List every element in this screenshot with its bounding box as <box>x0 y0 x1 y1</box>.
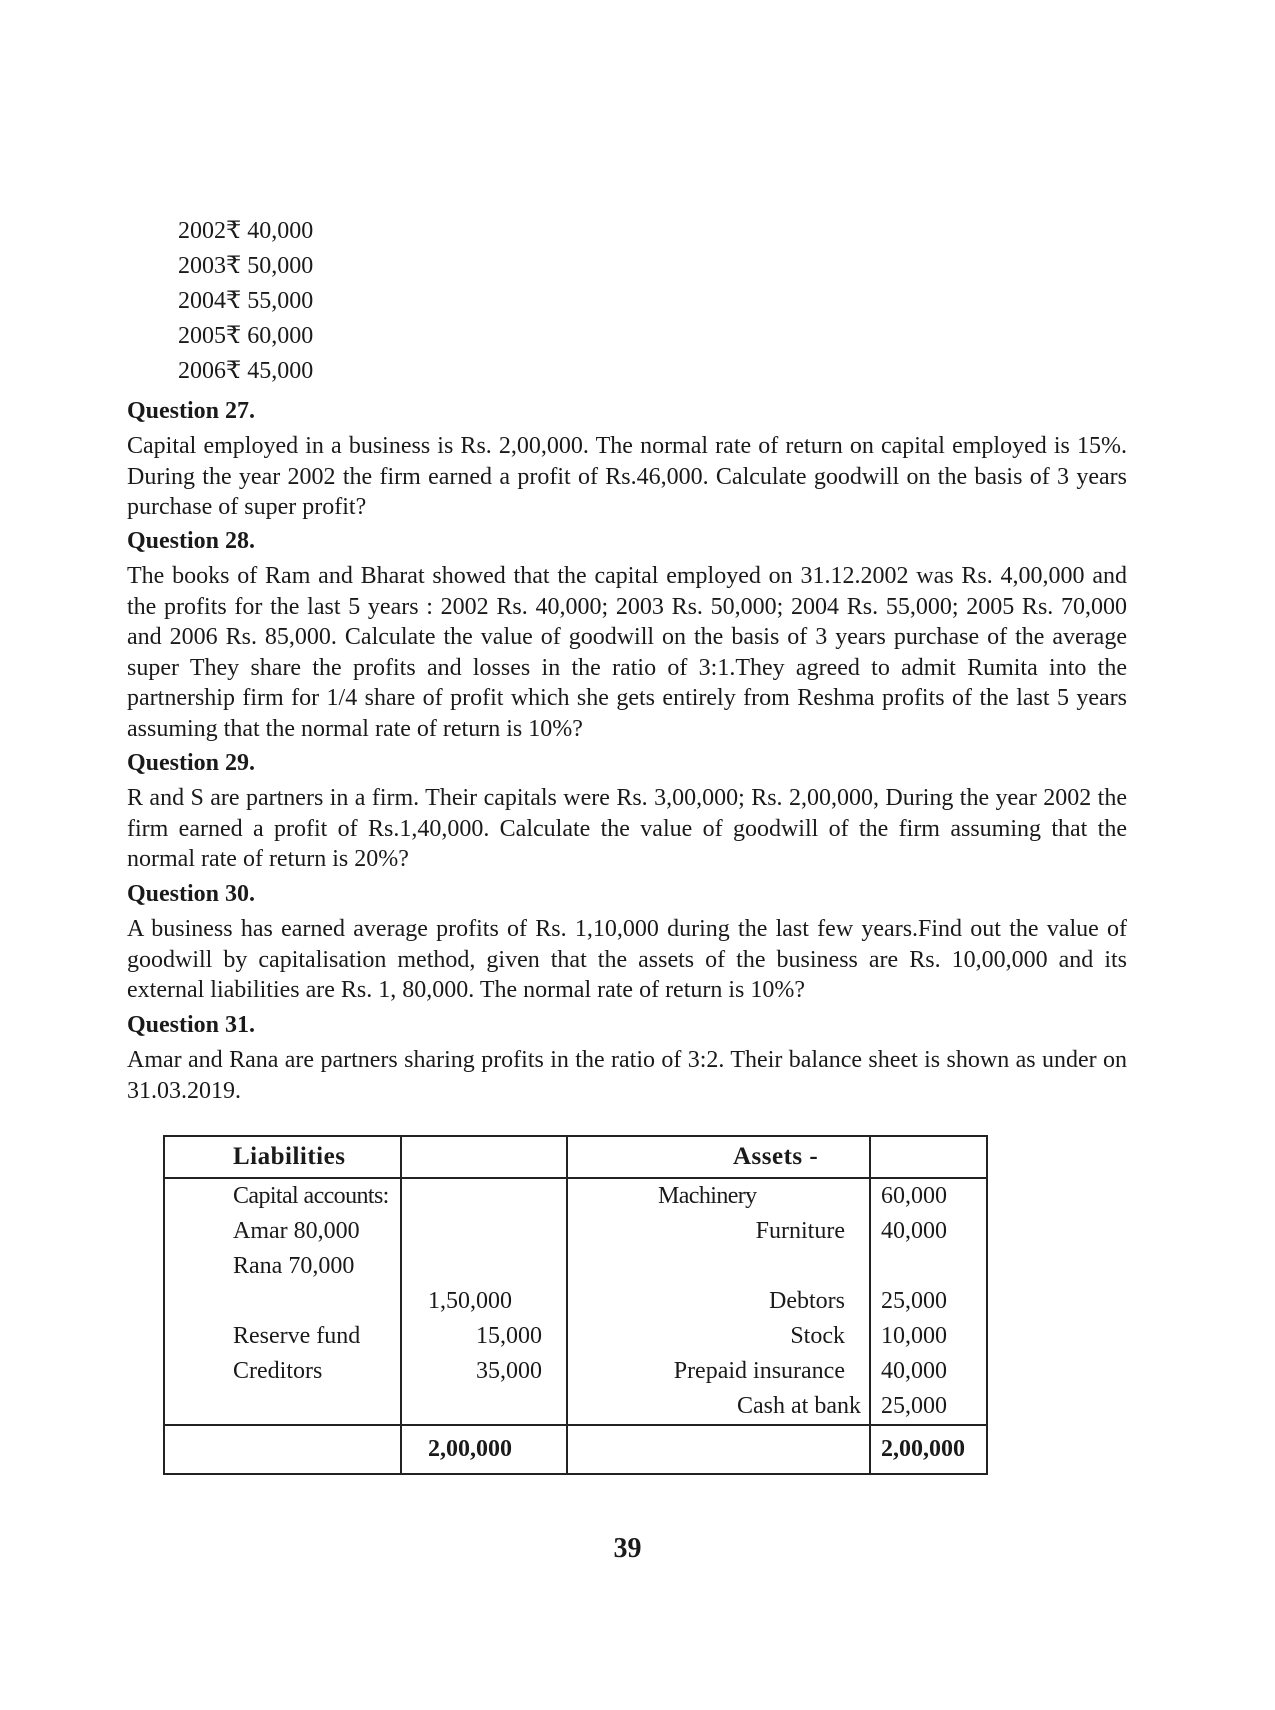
liabilities-header: Liabilities <box>164 1136 401 1178</box>
profit-year-line <box>178 249 313 284</box>
question-30-text: A business has earned average profits of Rs. 1,10,000 during the last few years.Find out the value of goodwill by capitalisation method, given that the assets of the business are Rs. 10,00,000 and its external liabilities are Rs. 1, 80,000. The normal rate of return is 10%? <box>127 916 1127 1003</box>
question-29-heading: Question 29. <box>127 750 256 776</box>
profit-year-line <box>178 354 313 389</box>
asset-label: Prepaid insurance <box>567 1354 870 1389</box>
table-row <box>164 1354 987 1389</box>
profit-year: 2003 <box>178 253 226 279</box>
empty-cell <box>401 1136 567 1178</box>
profit-year: 2004 <box>178 288 226 314</box>
profit-amount: ₹ 50,000 <box>226 253 314 279</box>
profit-year-line <box>178 214 313 249</box>
liability-amount <box>401 1214 567 1249</box>
table-row <box>164 1249 987 1284</box>
liability-amount <box>401 1249 567 1284</box>
asset-label <box>567 1249 870 1284</box>
profit-amount: ₹ 60,000 <box>226 323 314 349</box>
question-31-heading: Question 31. <box>127 1012 256 1038</box>
profit-year-line <box>178 319 313 354</box>
liability-label: Amar 80,000 <box>164 1214 401 1249</box>
asset-amount: 40,000 <box>870 1354 987 1389</box>
liability-label: Creditors <box>164 1354 401 1389</box>
liability-label: Capital accounts: <box>164 1178 401 1214</box>
liability-amount: 1,50,000 <box>401 1284 567 1319</box>
empty-cell <box>870 1136 987 1178</box>
liability-amount <box>401 1389 567 1425</box>
asset-amount: 10,000 <box>870 1319 987 1354</box>
balance-sheet-header-row <box>164 1136 987 1178</box>
table-row <box>164 1284 987 1319</box>
assets-total: 2,00,000 <box>870 1425 987 1474</box>
liability-label <box>164 1389 401 1425</box>
question-27-text: Capital employed in a business is Rs. 2,00,000. The normal rate of return on capital employed is 15%. During the year 2002 the firm earned a profit of Rs.46,000. Calculate goodwill on the basis of 3 years purchase of super profit? <box>127 433 1127 520</box>
balance-sheet-table <box>163 1135 988 1475</box>
question-27-heading: Question 27. <box>127 398 256 424</box>
profit-year: 2005 <box>178 323 226 349</box>
asset-label: Cash at bank <box>567 1389 870 1425</box>
profit-year: 2006 <box>178 358 226 384</box>
liability-label <box>164 1284 401 1319</box>
asset-amount: 40,000 <box>870 1214 987 1249</box>
page-number: 39 <box>613 1533 642 1564</box>
question-28-text: The books of Ram and Bharat showed that the capital employed on 31.12.2002 was Rs. 4,00,000 and the profits for the last 5 years : 2002 Rs. 40,000; 2003 Rs. 50,000; 2004 Rs. 55,000; 2005 Rs. 70,000 and 2006 Rs. 85,000. Calculate the value of goodwill on the basis of 3 years purchase of the average super They share the profits and losses in the ratio of 3:1.They agreed to admit Rumita into the partnership firm for 1/4 share of profit which she gets entirely from Reshma profits of the last 5 years assuming that the normal rate of return is 10%? <box>127 563 1127 742</box>
profit-amount: ₹ 40,000 <box>226 218 314 244</box>
asset-amount <box>870 1249 987 1284</box>
profit-amount: ₹ 55,000 <box>226 288 314 314</box>
assets-header: Assets - <box>567 1136 870 1178</box>
asset-label: Machinery <box>567 1178 870 1214</box>
question-29-text: R and S are partners in a firm. Their capitals were Rs. 3,00,000; Rs. 2,00,000, During the year 2002 the firm earned a profit of Rs.1,40,000. Calculate the value of goodwill of the firm assuming that the normal rate of return is 20%? <box>127 785 1127 872</box>
table-row <box>164 1389 987 1425</box>
liability-amount <box>401 1178 567 1214</box>
table-row <box>164 1319 987 1354</box>
asset-amount: 25,000 <box>870 1389 987 1425</box>
question-28-heading: Question 28. <box>127 528 256 554</box>
asset-label: Stock <box>567 1319 870 1354</box>
profit-list <box>178 214 313 389</box>
question-30-heading: Question 30. <box>127 881 256 907</box>
asset-amount: 25,000 <box>870 1284 987 1319</box>
asset-amount: 60,000 <box>870 1178 987 1214</box>
empty-cell <box>164 1425 401 1474</box>
profit-amount: ₹ 45,000 <box>226 358 314 384</box>
asset-label: Debtors <box>567 1284 870 1319</box>
profit-year-line <box>178 284 313 319</box>
liability-label: Reserve fund <box>164 1319 401 1354</box>
liabilities-total: 2,00,000 <box>401 1425 567 1474</box>
profit-year: 2002 <box>178 218 226 244</box>
asset-label: Furniture <box>567 1214 870 1249</box>
empty-cell <box>567 1425 870 1474</box>
balance-sheet-total-row <box>164 1425 987 1474</box>
liability-amount: 35,000 <box>401 1354 567 1389</box>
liability-label: Rana 70,000 <box>164 1249 401 1284</box>
table-row <box>164 1214 987 1249</box>
liability-amount: 15,000 <box>401 1319 567 1354</box>
question-31-text: Amar and Rana are partners sharing profits in the ratio of 3:2. Their balance sheet is shown as under on 31.03.2019. <box>127 1047 1127 1104</box>
table-row <box>164 1178 987 1214</box>
